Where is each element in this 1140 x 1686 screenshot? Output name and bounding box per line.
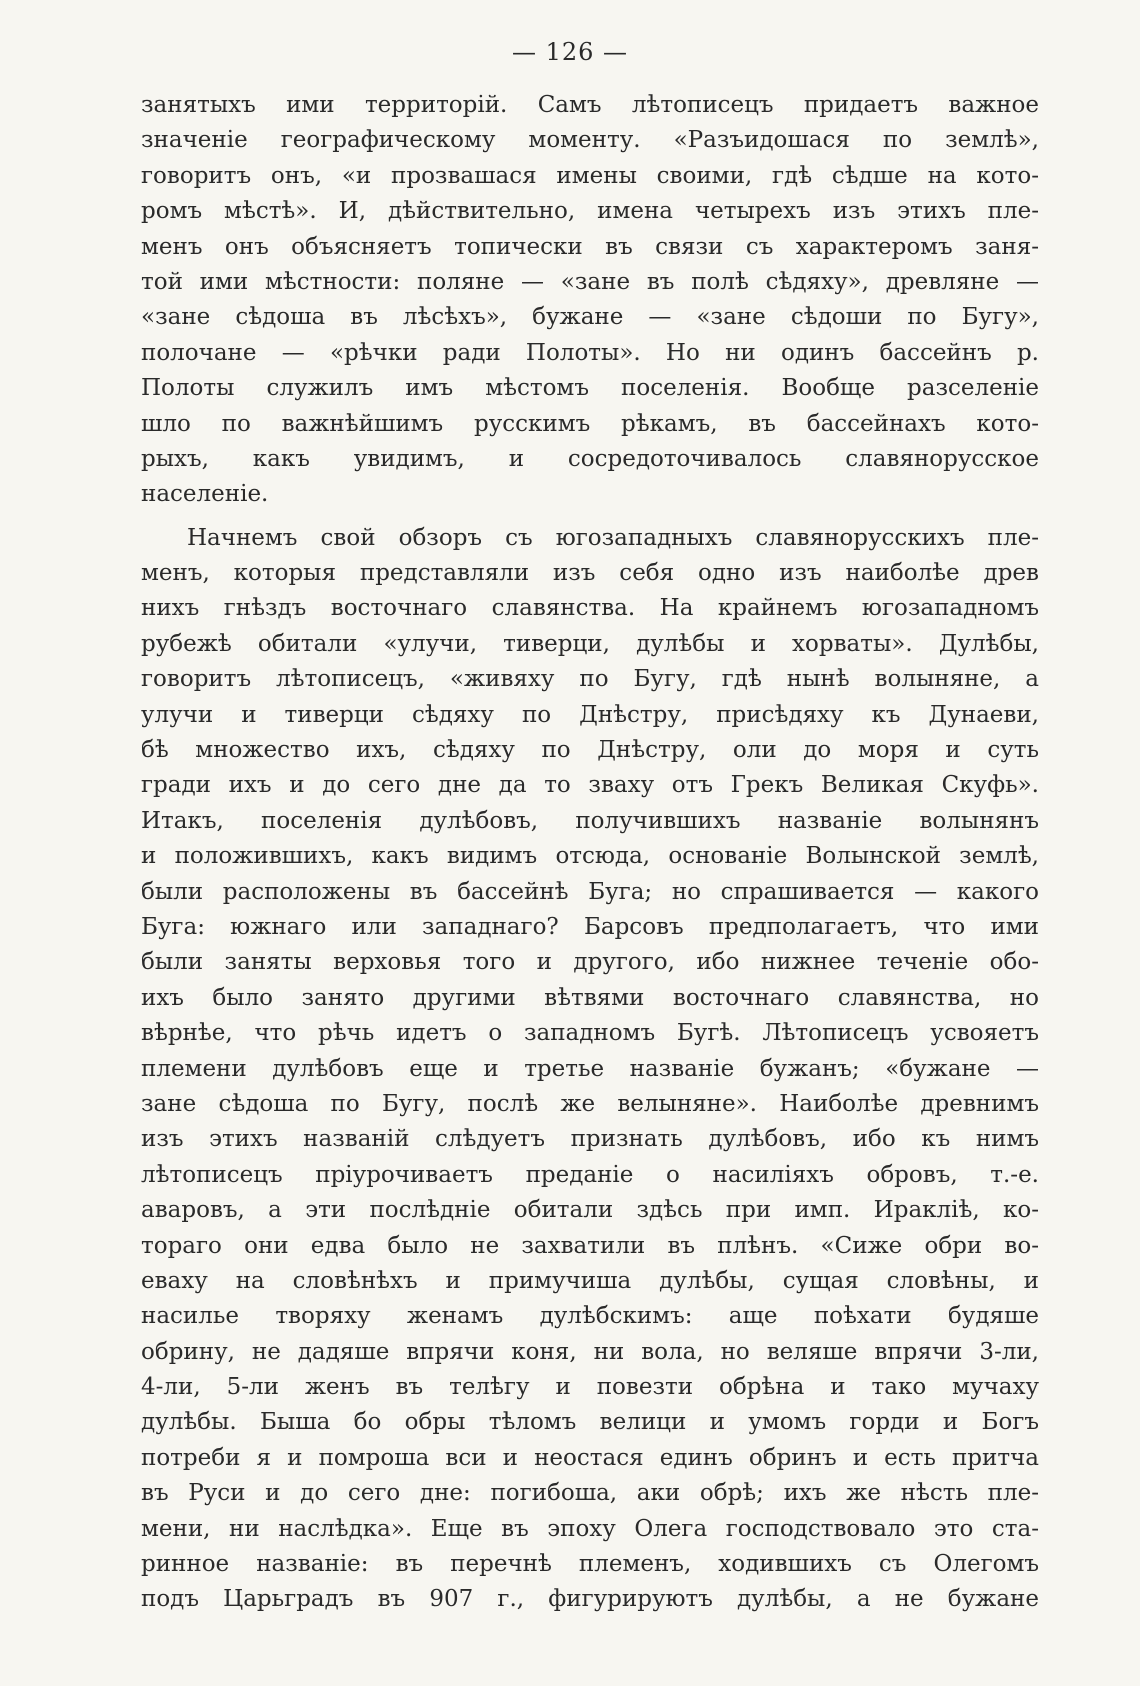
- text-line: говоритъ лѣтописецъ, «живяху по Бугу, гдѣ нынѣ волыняне, а: [141, 666, 1039, 693]
- text-line: менъ, которыя представляли изъ себя одно изъ наиболѣе древ: [141, 560, 1039, 587]
- text-line: подъ Царьградъ въ 907 г., фигурируютъ дулѣбы, а не бужане: [141, 1586, 1039, 1613]
- text-line: обрину, не дадяше впрячи коня, ни вола, но веляше впрячи 3-ли,: [141, 1338, 1039, 1365]
- text-line: полочане — «рѣчки ради Полоты». Но ни одинъ бассейнъ р.: [141, 339, 1039, 366]
- text-line: тораго они едва было не захватили въ плѣнъ. «Сиже обри во-: [141, 1232, 1039, 1259]
- text-line: рыхъ, какъ увидимъ, и сосредоточивалось славянорусское: [141, 445, 1039, 472]
- text-line: Полоты служилъ имъ мѣстомъ поселенія. Вообще разселеніе: [141, 375, 1039, 402]
- text-line: были заняты верховья того и другого, ибо нижнее теченіе обо-: [141, 949, 1039, 976]
- page-number: — 126 —: [511, 38, 629, 66]
- paragraph-gap: [141, 513, 1039, 521]
- text-line: въ Руси и до сего дне: погибоша, аки обрѣ; ихъ же нѣсть пле-: [141, 1480, 1039, 1507]
- text-line: той ими мѣстности: поляне — «зане въ полѣ сѣдяху», древляне —: [141, 268, 1039, 295]
- text-line: менъ онъ объясняетъ топически въ связи съ характеромъ заня-: [141, 233, 1039, 260]
- text-line: лѣтописецъ пріурочиваетъ преданіе о насиліяхъ обровъ, т.-е.: [141, 1161, 1039, 1188]
- paragraph: [141, 521, 1039, 1618]
- text-line: еваху на словѣнѣхъ и примучиша дулѣбы, сущая словѣны, и: [141, 1267, 1039, 1294]
- text-line: гради ихъ и до сего дне да то зваху отъ Грекъ Великая Скуфь».: [141, 772, 1039, 799]
- text-line: племени дулѣбовъ еще и третье названіе бужанъ; «бужане —: [141, 1055, 1039, 1082]
- text-line: вѣрнѣе, что рѣчь идетъ о западномъ Бугѣ. Лѣтописецъ усвояетъ: [141, 1020, 1039, 1047]
- text-line: мени, ни наслѣдка». Еще въ эпоху Олега господствовало это ста-: [141, 1515, 1039, 1542]
- text-line: потреби я и помроша вси и неостася единъ обринъ и есть притча: [141, 1444, 1039, 1471]
- text-line: ринное названіе: въ перечнѣ племенъ, ходившихъ съ Олегомъ: [141, 1551, 1039, 1578]
- text-line: зане сѣдоша по Бугу, послѣ же велыняне». Наиболѣе древнимъ: [141, 1090, 1039, 1117]
- text-line: Буга: южнаго или западнаго? Барсовъ предполагаетъ, что ими: [141, 913, 1039, 940]
- text-line: занятыхъ ими территорій. Самъ лѣтописецъ придаетъ важное: [141, 92, 1039, 118]
- text-line: бѣ множество ихъ, сѣдяху по Днѣстру, оли до моря и суть: [141, 737, 1039, 764]
- text-line: ромъ мѣстѣ». И, дѣйствительно, имена четырехъ изъ этихъ пле-: [141, 198, 1039, 225]
- text-line: ихъ было занято другими вѣтвями восточнаго славянства, но: [141, 984, 1039, 1011]
- text-line: Начнемъ свой обзоръ съ югозападныхъ славянорусскихъ пле-: [187, 524, 1039, 551]
- text-line: 4-ли, 5-ли женъ въ телѣгу и повезти обрѣна и тако мучаху: [141, 1374, 1039, 1401]
- text-line: были расположены въ бассейнѣ Буга; но спрашивается — какого: [141, 878, 1039, 905]
- text-line: улучи и тиверци сѣдяху по Днѣстру, присѣдяху къ Дунаеви,: [141, 701, 1039, 728]
- paragraph: [141, 88, 1039, 513]
- text-line: изъ этихъ названій слѣдуетъ признать дулѣбовъ, ибо къ нимъ: [141, 1126, 1039, 1153]
- text-line: нихъ гнѣздъ восточнаго славянства. На крайнемъ югозападномъ: [141, 595, 1039, 622]
- text-line: рубежѣ обитали «улучи, тиверци, дулѣбы и хорваты». Дулѣбы,: [141, 630, 1039, 657]
- text-line: говоритъ онъ, «и прозвашася имены своими, гдѣ сѣдше на кото-: [141, 162, 1039, 189]
- text-line: населеніе.: [141, 481, 269, 508]
- text-line: Итакъ, поселенія дулѣбовъ, получившихъ названіе волынянъ: [141, 807, 1039, 834]
- text-line: значеніе географическому моменту. «Разъидошася по землѣ»,: [141, 127, 1039, 154]
- text-line: шло по важнѣйшимъ русскимъ рѣкамъ, въ бассейнахъ кото-: [141, 410, 1039, 437]
- text-line: и положившихъ, какъ видимъ отсюда, основаніе Волынской землѣ,: [141, 843, 1039, 870]
- text-line: «зане сѣдоша въ лѣсѣхъ», бужане — «зане сѣдоши по Бугу»,: [141, 304, 1039, 331]
- body-text: [141, 88, 1039, 1618]
- text-line: насилье творяху женамъ дулѣбскимъ: аще поѣхати будяше: [141, 1303, 1039, 1330]
- text-line: дулѣбы. Быша бо обры тѣломъ велици и умомъ горди и Богъ: [141, 1409, 1039, 1436]
- text-line: аваровъ, а эти послѣдніе обитали здѣсь при имп. Ираклiѣ, ко-: [141, 1197, 1039, 1224]
